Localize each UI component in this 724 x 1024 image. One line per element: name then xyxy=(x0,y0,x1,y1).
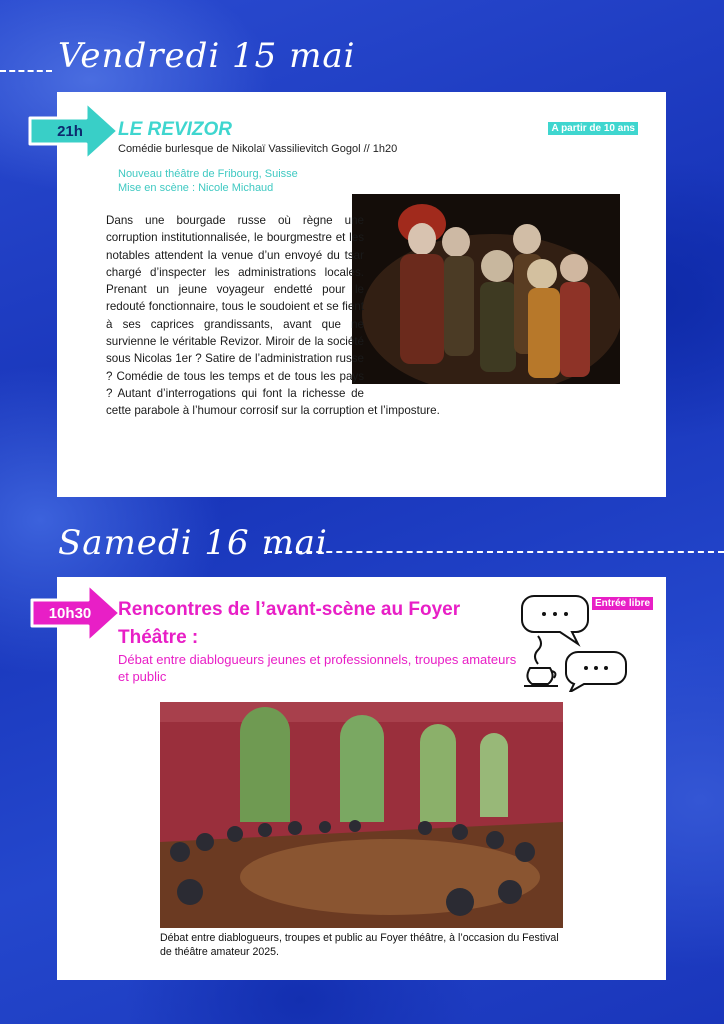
event2-entry-badge: Entrée libre xyxy=(592,597,653,610)
event2-photo-caption: Débat entre diablogueurs, troupes et public au Foyer théâtre, à l’occasion du Festival de théâtre amateur 2025. xyxy=(160,932,559,958)
event1-title: LE REVIZOR xyxy=(118,119,233,140)
photo-wrap-space xyxy=(364,212,620,386)
speech-bubble-icon xyxy=(566,652,626,692)
event2-time: 10h30 xyxy=(48,604,92,622)
event2-photo xyxy=(160,702,563,928)
day1-dash-line xyxy=(0,70,52,72)
event1-time: 21h xyxy=(57,122,83,140)
event1-venue: Nouveau théâtre de Fribourg, Suisse xyxy=(118,168,298,180)
day2-dash-line xyxy=(266,551,724,553)
event1-subtitle: Comédie burlesque de Nikolaï Vassilievitch Gogol // 1h20 xyxy=(118,143,398,155)
coffee-cup-icon xyxy=(524,636,558,686)
event1-age-badge: A partir de 10 ans xyxy=(548,122,638,135)
event1-description: Dans une bourgade russe où règne une corruption institutionnalisée, le bourgmestre et les notables attendent la venue d’un envoyé du tsar chargé d’inspecter les administrations locales. Prenant un jeune voyageur endetté pour le redouté fonctionnaire, tous le soudoient et se fient à ses caprices grandissants, avant que ne survienne le véritable Revizor. Miroir de la société sous Nicolas 1er ? Satire de l’administration russe ? Comédie de tous les temps et de tous les pays ? Autant d’interrogations qui font la richesse de cette parabole à l’humour corrosif sur la corruption et l’imposture. xyxy=(106,214,440,418)
chat-coffee-illustration xyxy=(518,592,630,697)
speech-bubble-icon xyxy=(522,596,588,644)
event2-subtitle: Débat entre diablogueurs jeunes et professionnels, troupes amateurs et public xyxy=(118,652,517,684)
event1-director: Mise en scène : Nicole Michaud xyxy=(118,182,274,194)
day1-heading: Vendredi 15 mai xyxy=(58,36,356,76)
day2-heading: Samedi 16 mai xyxy=(58,523,328,563)
event1-venue-block xyxy=(118,167,298,195)
event1-description-block xyxy=(106,212,620,420)
event2-time-arrow xyxy=(30,582,122,644)
event2-title: Rencontres de l’avant-scène au Foyer Théâtre : xyxy=(118,599,461,648)
event1-time-arrow xyxy=(28,100,120,162)
